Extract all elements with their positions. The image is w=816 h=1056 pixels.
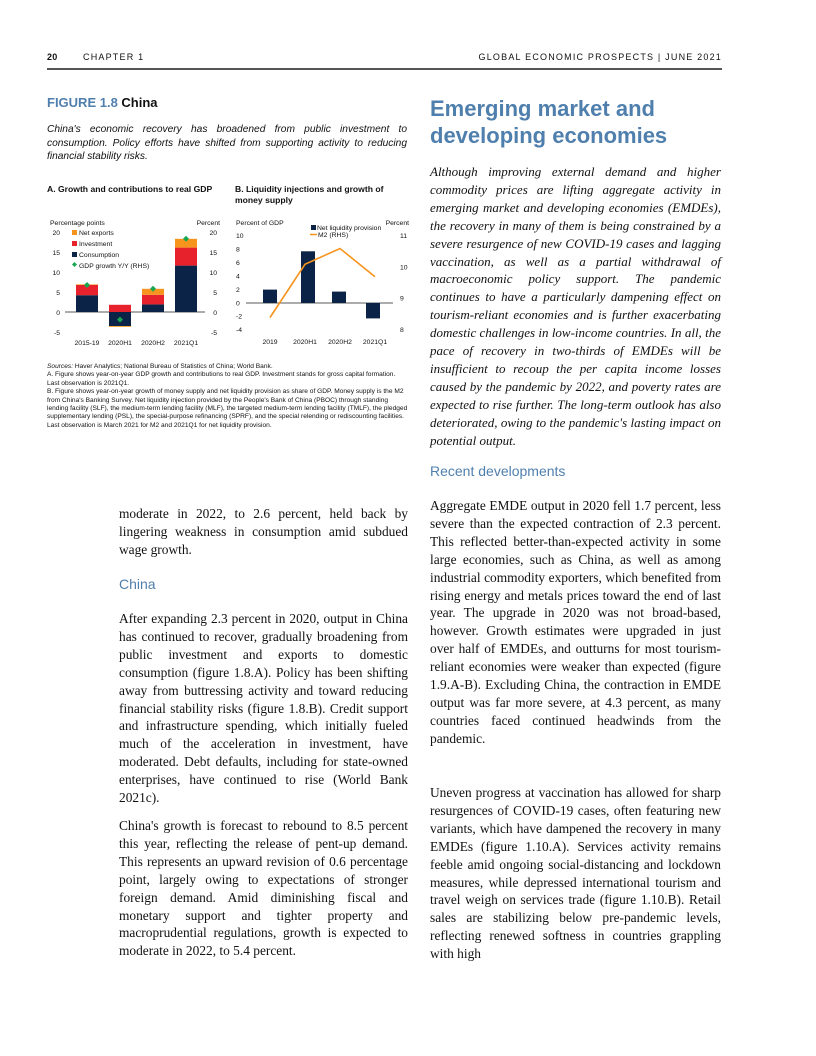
legend-m2: M2 (RHS) — [318, 232, 349, 239]
svg-text:5: 5 — [56, 290, 60, 297]
chart-b-right-ticks — [400, 233, 408, 334]
legend-consumption: Consumption — [79, 252, 120, 259]
panel-b-title: B. Liquidity injections and growth of money supply — [235, 184, 384, 205]
chapter-label: CHAPTER 1 — [83, 52, 145, 62]
svg-text:-4: -4 — [236, 327, 243, 335]
figure-notes — [47, 363, 409, 430]
svg-text:-5: -5 — [53, 330, 60, 337]
svg-text:20: 20 — [209, 230, 217, 237]
svg-text:20: 20 — [52, 230, 60, 237]
running-head — [47, 52, 722, 68]
chapter-abstract: Although improving external demand and higher commodity prices are lifting aggregate activity in emerging market and developing economies (EMDEs), the recovery in many of them is being constrained by a severe resurgence of new COVID-19 cases and lagging vaccination, as well as a partial withdrawal of macroeconomic policy support. The pandemic continues to have a particularly dampening effect on tourism-reliant economies and is further exacerbating domestic challenges in low-income countries. In all, the pace of recovery in two-thirds of EMDEs will be insufficient to recoup the per capita income losses caused by the pandemic by 2022, and poverty rates are expected to rise further. The long-term outlook has also deteriorated, owing to the pandemic's lasting impact on potential output. — [430, 164, 721, 448]
svg-text:10: 10 — [209, 270, 217, 277]
svg-text:2021Q1: 2021Q1 — [173, 340, 199, 347]
figure-note-b: B. Figure shows year-on-year growth of money supply and net liquidity provision as share of GDP. Money supply is the M2 from China's Banking Survey. Net liquidity injection provided by the People's Bank of China (PBOC) through standing lending facility (SLF), the medium-term lending facility (MLF), the targeted medium-term lending facility (TMLF), the pledged supplementary lending (PSL), the special-purpose refinancing (SPRF), and the special relending or rediscounting facilities. Last observation is March 2021 for M2 and 2021Q1 for net liquidity provision. — [47, 388, 408, 429]
legend-swatch-net-liquidity — [311, 225, 316, 230]
legend-marker-gdp-icon — [72, 262, 77, 267]
svg-text:10: 10 — [400, 264, 408, 272]
svg-text:2020H2: 2020H2 — [141, 340, 165, 347]
chart-b-left-axis-label: Percent of GDP — [236, 220, 284, 227]
svg-text:15: 15 — [209, 250, 217, 257]
paragraph-emde-output: Aggregate EMDE output in 2020 fell 1.7 percent, less severe than the expected contraction of 2.3 percent. This reflected better-than-expected activity in some large economies, such as China, as well as among industrial commodity exporters, which benefited from rising energy and metals prices toward the end of last year. The upgrade in 2020 was not broad-based, however. Growth estimates were upgraded in just over half of EMDEs, and outturns for most tourism-reliant economies were weaker than expected (figure 1.9.A-B). Excluding China, the contraction in EMDE output was far more severe, at 4.3 percent, as many countries faced continued headwinds from the pandemic. — [430, 498, 721, 746]
paragraph-china-recovery: After expanding 2.3 percent in 2020, output in China has continued to recover, gradually broadening from public investment and exports to domestic consumption (figure 1.8.A). Policy has been shifting away from buttressing activity and toward reducing financial stability risks (figure 1.8.B). Credit support and infrastructure spending, which initially fueled much of the acceleration in investment, have moderated. Debt defaults, including for state-owned enterprises, have continued to rise (World Bank 2021c). — [119, 611, 408, 806]
chart-a-bar-2021Q1 — [175, 236, 197, 312]
svg-text:15: 15 — [52, 250, 60, 257]
chart-a-x-labels — [75, 340, 199, 347]
legend-swatch-consumption — [72, 252, 77, 257]
figure-sources: Sources: Haver Analytics; National Bureau of Statistics of China; World Bank. — [47, 363, 273, 370]
paragraph-china-forecast: China's growth is forecast to rebound to 8.5 percent this year, reflecting the release of pent-up demand. This represents an upward revision of 0.6 percentage point, largely owing to expectations of stronger foreign demand. Amid diminishing fiscal and monetary support and tighter property and macroprudential regulations, growth is expected to moderate in 2022, to 5.4 percent. — [119, 818, 408, 959]
svg-text:2020H1: 2020H1 — [293, 339, 317, 346]
header-rule — [47, 68, 722, 70]
svg-text:2019: 2019 — [262, 339, 278, 346]
legend-net-liquidity: Net liquidity provision — [317, 225, 382, 232]
chart-a — [45, 214, 230, 354]
svg-text:10: 10 — [52, 270, 60, 277]
svg-text:0: 0 — [213, 310, 217, 317]
chart-b-bar-2020H2 — [332, 292, 346, 303]
section-heading-emde: Emerging market and developing economies — [430, 96, 668, 148]
subsection-heading-recent-developments: Recent developments — [430, 463, 566, 479]
chart-a-left-axis-label: Percentage points — [50, 220, 105, 227]
chart-a-bar-2020H2 — [142, 286, 164, 312]
panel-a-title: A. Growth and contributions to real GDP — [47, 184, 213, 194]
chart-a-bar-2020H1 — [109, 305, 131, 327]
svg-text:2015-19: 2015-19 — [74, 340, 100, 347]
chart-b-bar-2021Q1 — [366, 303, 380, 318]
svg-text:9: 9 — [400, 295, 404, 303]
legend-net-exports: Net exports — [79, 230, 114, 237]
svg-text:8: 8 — [236, 246, 240, 254]
publication-title: GLOBAL ECONOMIC PROSPECTS | JUNE 2021 — [478, 52, 722, 62]
chart-b-bar-2020H1 — [301, 251, 315, 303]
chart-a-right-ticks — [209, 230, 217, 337]
svg-text:8: 8 — [400, 327, 404, 334]
figure-note-a: A. Figure shows year-on-year GDP growth and contributions to real GDP. Investment stands for gross capital formation. Last observation is 2021Q1. — [47, 371, 396, 387]
legend-gdp-growth: GDP growth Y/Y (RHS) — [79, 263, 150, 270]
figure-subtitle: China's economic recovery has broadened from public investment to consumption. Policy efforts have shifted from supporting activity to reducing financial stability risks. — [47, 124, 407, 162]
chart-a-right-axis-label: Percent — [196, 220, 220, 227]
svg-text:4: 4 — [236, 273, 240, 281]
legend-investment: Investment — [79, 241, 113, 248]
svg-text:0: 0 — [236, 300, 240, 308]
figure-name: China — [121, 95, 158, 110]
subsection-heading-china: China — [119, 576, 156, 592]
figure-number: FIGURE 1.8 — [47, 95, 118, 110]
paragraph-vaccination: Uneven progress at vaccination has allowed for sharp resurgences of COVID-19 cases, often featuring new variants, which have dampened the recovery in many EMDEs (figure 1.10.A). Services activity remains feeble amid ongoing social-distancing and lockdown measures, while depressed international tourism and travel weigh on services trade (figure 1.10.B). Retail sales are stabilizing below pre-pandemic levels, reflecting renewed softness in countries grappling with high — [430, 785, 721, 962]
paragraph-continuation: moderate in 2022, to 2.6 percent, held back by lingering weakness in consumption amid subdued wage growth. — [119, 506, 408, 557]
svg-text:-2: -2 — [236, 313, 243, 321]
chart-b-left-ticks — [236, 233, 244, 334]
chart-b-bar-2019 — [263, 290, 277, 303]
figure-title — [47, 95, 158, 110]
chart-a-legend — [72, 230, 149, 270]
svg-text:0: 0 — [56, 310, 60, 317]
svg-text:2020H1: 2020H1 — [108, 340, 132, 347]
chart-b-m2-line — [270, 249, 375, 318]
legend-swatch-investment — [72, 241, 77, 246]
legend-swatch-net-exports — [72, 230, 77, 235]
svg-text:2: 2 — [236, 286, 240, 294]
chart-a-left-ticks — [52, 230, 60, 337]
chart-a-bar-2015-19 — [76, 282, 98, 312]
svg-text:6: 6 — [236, 260, 240, 267]
page-number: 20 — [47, 52, 58, 62]
svg-text:2021Q1: 2021Q1 — [362, 339, 388, 346]
svg-text:10: 10 — [236, 233, 244, 240]
chart-b-x-labels — [262, 339, 387, 346]
chart-b-legend — [310, 225, 381, 239]
svg-text:2020H2: 2020H2 — [328, 339, 352, 346]
svg-text:5: 5 — [213, 290, 217, 297]
chart-b-right-axis-label: Percent — [385, 220, 409, 227]
chart-b — [233, 214, 413, 354]
svg-text:11: 11 — [400, 233, 408, 240]
svg-text:-5: -5 — [210, 330, 217, 337]
